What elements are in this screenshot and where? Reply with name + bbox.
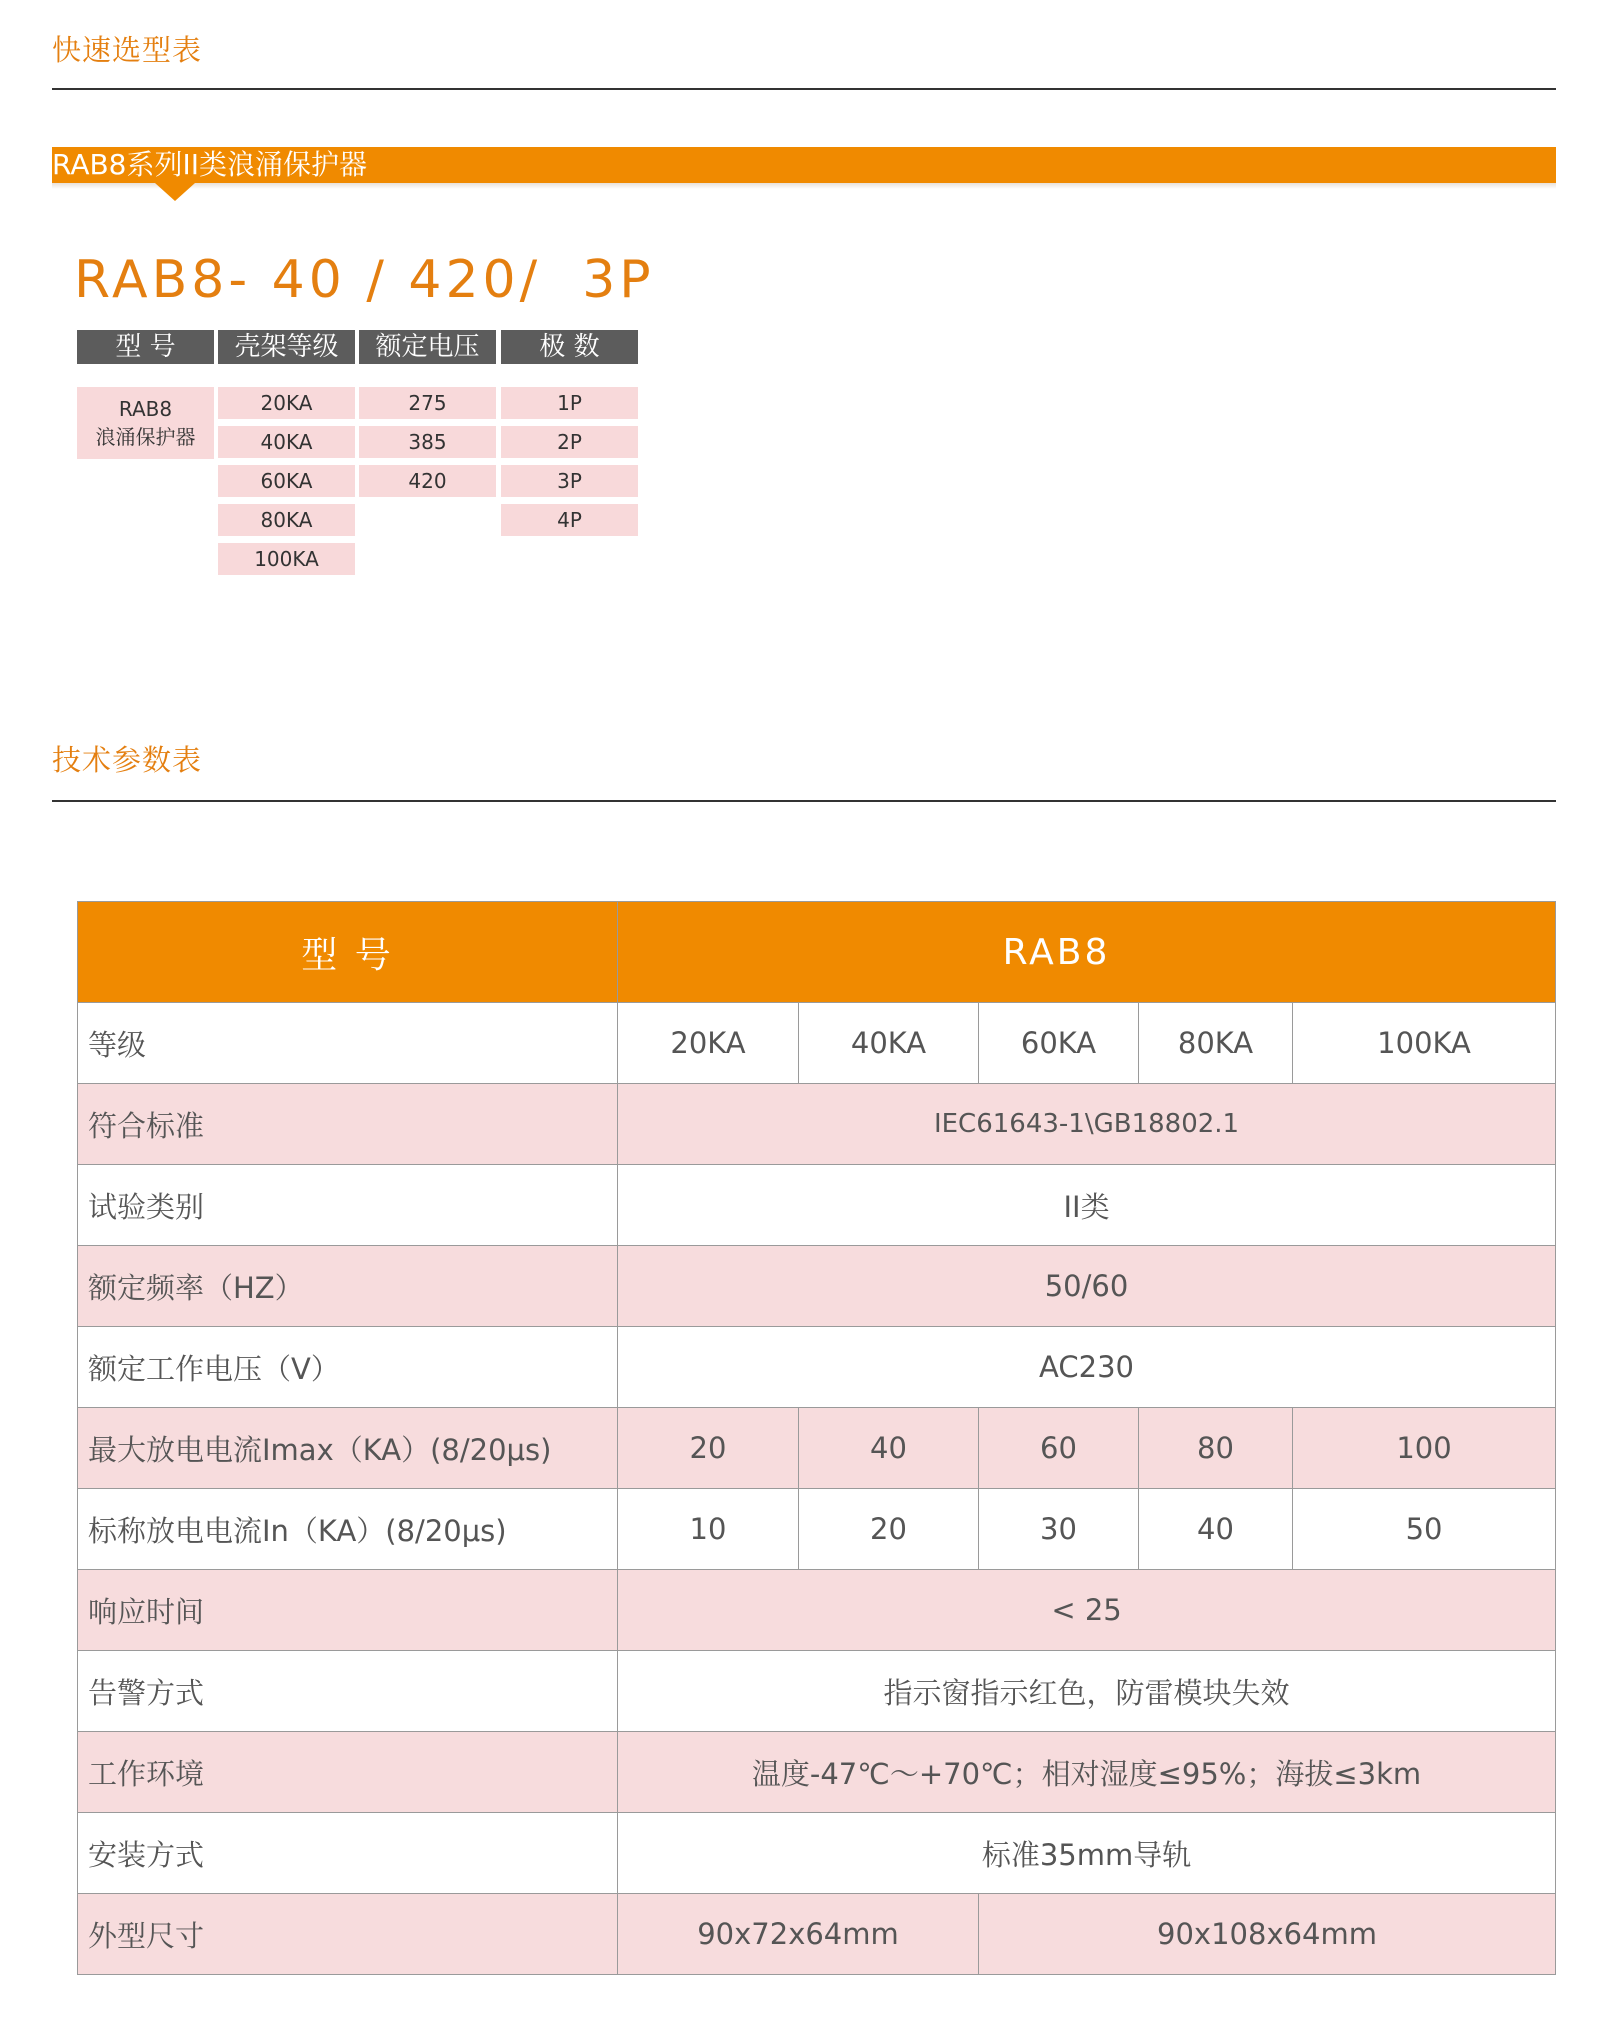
series-banner-shadow [52, 183, 1556, 189]
tech-params-title: 技术参数表 [52, 743, 203, 777]
sel-model-name: RAB8 [118, 397, 173, 421]
row-label-grade: 等级 [78, 1003, 618, 1084]
quick-select-divider [52, 88, 1556, 90]
sel-header-frame: 壳架等级 [218, 330, 355, 364]
test-class-value: II类 [618, 1165, 1556, 1246]
table-row [78, 1651, 1556, 1732]
alarm-value: 指示窗指示红色，防雷模块失效 [618, 1651, 1556, 1732]
imax-value: 100 [1293, 1408, 1556, 1489]
grade-value: 60KA [979, 1003, 1139, 1084]
in-value: 40 [1139, 1489, 1293, 1570]
sel-model-cell [77, 387, 214, 459]
row-label-standard: 符合标准 [78, 1084, 618, 1165]
row-label-frequency: 额定频率（HZ） [78, 1246, 618, 1327]
table-row [78, 1732, 1556, 1813]
sel-header-poles: 极 数 [501, 330, 638, 364]
row-label-voltage: 额定工作电压（V） [78, 1327, 618, 1408]
standard-value: IEC61643-1\GB18802.1 [618, 1084, 1556, 1165]
in-value: 30 [979, 1489, 1139, 1570]
table-header-label: 型 号 [78, 902, 618, 1003]
dimensions-value: 90x108x64mm [979, 1894, 1556, 1975]
series-banner-text: RAB8系列II类浪涌保护器 [52, 148, 368, 181]
sel-header-voltage: 额定电压 [359, 330, 496, 364]
row-label-alarm: 告警方式 [78, 1651, 618, 1732]
sel-frame-option: 60KA [218, 465, 355, 497]
grade-value: 80KA [1139, 1003, 1293, 1084]
table-row [78, 1003, 1556, 1084]
table-row [78, 1894, 1556, 1975]
grade-value: 40KA [799, 1003, 979, 1084]
sel-model-desc: 浪涌保护器 [95, 425, 196, 449]
in-value: 50 [1293, 1489, 1556, 1570]
table-row [78, 1165, 1556, 1246]
tech-params-table [77, 901, 1556, 1975]
row-label-mounting: 安装方式 [78, 1813, 618, 1894]
sel-pole-option: 4P [501, 504, 638, 536]
series-banner-notch [155, 183, 195, 201]
quick-select-title: 快速选型表 [52, 33, 203, 67]
model-code-example: RAB8- 40 / 420/ 3P [74, 250, 655, 310]
table-row [78, 1570, 1556, 1651]
table-row [78, 1084, 1556, 1165]
response-value: < 25 [618, 1570, 1556, 1651]
sel-pole-option: 3P [501, 465, 638, 497]
table-row [78, 1489, 1556, 1570]
table-header-model: RAB8 [618, 902, 1556, 1003]
series-banner [52, 147, 1556, 183]
row-label-imax: 最大放电电流Imax（KA）(8/20μs) [78, 1408, 618, 1489]
row-label-environment: 工作环境 [78, 1732, 618, 1813]
sel-pole-option: 1P [501, 387, 638, 419]
imax-value: 60 [979, 1408, 1139, 1489]
table-row [78, 1813, 1556, 1894]
sel-voltage-option: 385 [359, 426, 496, 458]
imax-value: 80 [1139, 1408, 1293, 1489]
grade-value: 100KA [1293, 1003, 1556, 1084]
row-label-response: 响应时间 [78, 1570, 618, 1651]
sel-frame-option: 40KA [218, 426, 355, 458]
sel-header-model: 型 号 [77, 330, 214, 364]
sel-frame-option: 20KA [218, 387, 355, 419]
frequency-value: 50/60 [618, 1246, 1556, 1327]
row-label-dimensions: 外型尺寸 [78, 1894, 618, 1975]
table-row [78, 1327, 1556, 1408]
sel-frame-option: 80KA [218, 504, 355, 536]
imax-value: 20 [618, 1408, 799, 1489]
row-label-test-class: 试验类别 [78, 1165, 618, 1246]
row-label-in: 标称放电电流In（KA）(8/20μs) [78, 1489, 618, 1570]
table-row [78, 1408, 1556, 1489]
table-row [78, 1246, 1556, 1327]
grade-value: 20KA [618, 1003, 799, 1084]
dimensions-value: 90x72x64mm [618, 1894, 979, 1975]
tech-params-divider [52, 800, 1556, 802]
imax-value: 40 [799, 1408, 979, 1489]
in-value: 10 [618, 1489, 799, 1570]
voltage-value: AC230 [618, 1327, 1556, 1408]
sel-pole-option: 2P [501, 426, 638, 458]
sel-frame-option: 100KA [218, 543, 355, 575]
in-value: 20 [799, 1489, 979, 1570]
mounting-value: 标准35mm导轨 [618, 1813, 1556, 1894]
sel-voltage-option: 275 [359, 387, 496, 419]
environment-value: 温度-47℃～+70℃；相对湿度≤95%；海拔≤3km [618, 1732, 1556, 1813]
table-header-row [78, 902, 1556, 1003]
sel-voltage-option: 420 [359, 465, 496, 497]
